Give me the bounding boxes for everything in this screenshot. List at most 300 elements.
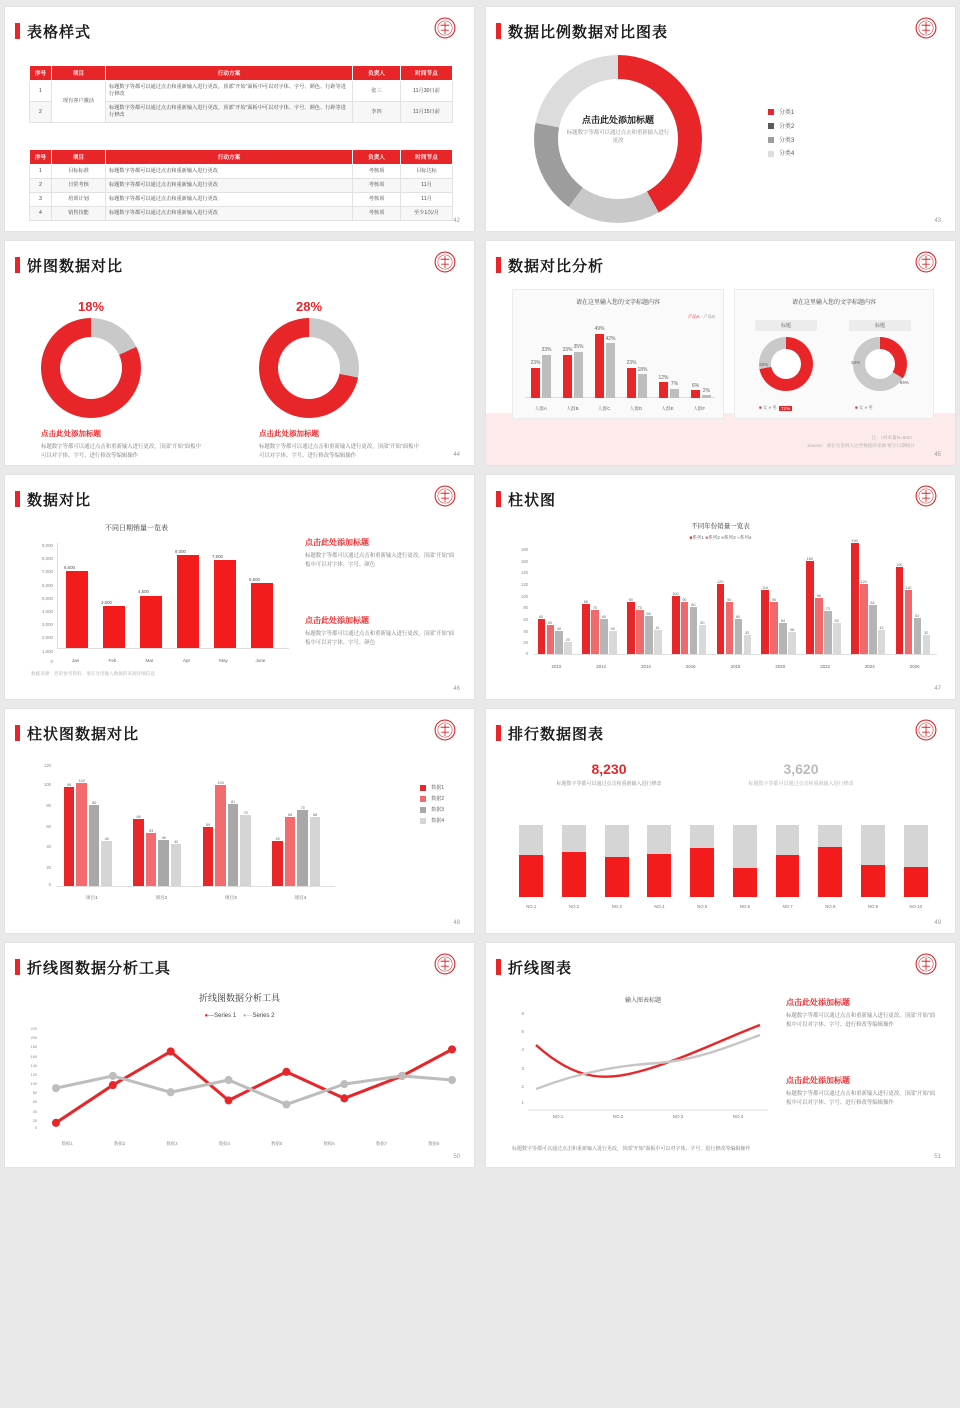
bar	[627, 602, 635, 655]
bar	[538, 619, 546, 654]
company-seal-logo	[434, 17, 456, 39]
bar-value: 75	[637, 606, 642, 611]
page-title: 表格样式	[27, 21, 91, 42]
bar	[76, 783, 86, 886]
x-tick: 2014	[641, 664, 651, 669]
bar-value: 59	[206, 822, 211, 827]
table-row	[30, 193, 453, 207]
bar	[645, 616, 653, 654]
donut-center-title: 点击此处添加标题	[581, 115, 654, 125]
side-text-1: 点击此处添加标题 标题数字等都可以通过点击和重新输入进行更改，顶部“开始”面板中可以对字体、字号、进行修改等编辑操作	[786, 998, 936, 1029]
bar-value: 60	[601, 615, 606, 620]
th-no: 序号	[30, 66, 52, 81]
x-tick: NO.3	[672, 1114, 684, 1119]
cell-time: 11月15日前	[401, 102, 453, 123]
bar-value: 38	[789, 627, 794, 632]
cell-plan: 标题数字等都可以通过点击和重新输入进行更改	[106, 207, 353, 221]
plot-area: 23% 33% 33% 35% 49% 42% 23% 18% 12% 7% 6% 2%	[525, 326, 715, 398]
page-title: 排行数据图表	[508, 723, 604, 744]
bar	[699, 625, 707, 654]
x-tick: NO.9	[867, 904, 879, 909]
bar-group	[579, 549, 624, 654]
bar	[923, 635, 931, 654]
note-line-2: Source：请在这里填入这些数据的来源 统计日期统计	[807, 443, 915, 448]
bar-value: 90	[628, 597, 633, 602]
cell-item: 培训计划	[52, 193, 106, 207]
bar	[547, 625, 555, 654]
donut-value: 28%	[759, 362, 769, 367]
pie-body: 标题数字等都可以通过点击和重新输入进行更改，顶部“开始”面板中可以对字体、字号、进行修改等编辑操作	[41, 444, 201, 460]
cell-time: 11月	[401, 179, 453, 193]
page-title: 柱状图数据对比	[27, 723, 139, 744]
pie-value-label: 18%	[77, 299, 105, 314]
bar-value: 45	[275, 836, 280, 841]
bar-value: 96	[816, 594, 821, 598]
company-seal-logo	[434, 719, 456, 741]
stacked-bar-chart	[510, 825, 937, 909]
chart-title: 输入图表标题	[624, 998, 661, 1004]
legend: ●—Series 1 ●—Series 2	[204, 1013, 275, 1019]
bar	[64, 787, 74, 886]
bar-group	[624, 549, 669, 654]
x-tick: NO.2	[568, 904, 580, 909]
bar	[878, 630, 886, 655]
bar-stack	[510, 825, 553, 897]
bar-done	[776, 855, 800, 897]
table-row	[30, 81, 453, 102]
bar	[582, 604, 590, 654]
th-item: 项目	[52, 66, 106, 81]
donut-value: 66%	[899, 380, 909, 385]
bar	[833, 623, 841, 654]
slide-line-chart	[485, 942, 956, 1168]
cell-owner: 考核项	[353, 165, 401, 179]
bar	[636, 610, 644, 654]
page-number: 46	[453, 686, 460, 692]
cell-owner: 李四	[353, 102, 401, 123]
cell-time: 目标达标	[401, 165, 453, 179]
kpi-desc: 标题数字等都可以通过点击和重新输入进行修改	[748, 781, 854, 787]
bar	[860, 584, 868, 654]
bar-value: 100	[672, 591, 679, 596]
x-axis-labels: Jan Feb Mar Apr May June	[71, 658, 266, 663]
bar	[600, 619, 608, 654]
bar-value: 90	[727, 597, 732, 602]
cell-plan: 标题数字等都可以通过点击和重新输入进行更改	[106, 193, 353, 207]
x-tick: NO.5	[697, 904, 708, 909]
x-tick: 项目1	[85, 895, 98, 900]
donut-label: 标题	[755, 320, 817, 331]
x-tick: NO.3	[611, 904, 622, 909]
legend-label: 分类1	[779, 110, 795, 116]
cell-owner: 考核项	[353, 193, 401, 207]
x-tick: 2018	[730, 664, 741, 669]
bar	[914, 618, 922, 654]
company-seal-logo	[434, 953, 456, 975]
bar	[690, 607, 698, 654]
donut-chart	[534, 55, 702, 223]
bar-group	[892, 549, 937, 654]
x-tick: 数据8	[428, 1141, 440, 1146]
page-number: 50	[453, 1154, 460, 1160]
bar-group	[758, 549, 803, 654]
bar-value: 102	[78, 779, 85, 784]
legend-label: 分类2	[779, 123, 795, 130]
donut-chart	[41, 318, 141, 418]
bar-remaining	[519, 825, 543, 855]
page-number: 49	[934, 920, 941, 926]
table-row	[30, 165, 453, 179]
bar	[779, 623, 787, 655]
kpi-2	[726, 761, 876, 788]
slide-compare-analysis	[485, 240, 956, 466]
slide-line-tool	[4, 942, 475, 1168]
bar	[215, 785, 225, 886]
bar	[761, 590, 769, 654]
bar-chart: 120 100 80 60 40 20 0 98 102 80 45 66 53 46 42 59 100 81 70 45 68 75 68 项目1 项目2 项目3 项目4	[35, 765, 335, 901]
page-number: 47	[934, 686, 941, 692]
bar	[591, 610, 599, 654]
donut-chart	[259, 318, 359, 418]
bar	[251, 583, 273, 648]
bar-stack	[553, 825, 596, 897]
legend-item: 数据2	[420, 794, 444, 805]
bar-value: 41	[655, 626, 660, 631]
cell-owner: 考核项	[353, 179, 401, 193]
legend-item	[768, 107, 794, 121]
th-time: 时间节点	[401, 150, 453, 165]
legend: ■系列1 ■系列2 ■系列3 ■系列4	[689, 535, 752, 540]
bar-value: 84	[870, 601, 875, 605]
th-item: 项目	[52, 150, 106, 165]
bar-value: 98	[67, 783, 72, 788]
action-table-2	[29, 149, 453, 221]
pie-block-2	[259, 299, 419, 461]
bar-stack	[766, 825, 809, 897]
legend-swatch-icon	[768, 123, 774, 129]
side-text-2: 点击此处添加标题 标题数字等都可以通过点击和重新输入进行更改，顶部“开始”面板中可以对字体、字号、进行修改等编辑操作	[786, 1076, 936, 1107]
cell-item: 目标标准	[52, 165, 106, 179]
th-plan: 行动方案	[106, 66, 353, 81]
slide-pie-compare	[4, 240, 475, 466]
cell-plan: 标题数字等都可以通过点击和重新输入进行更改	[106, 179, 353, 193]
chart-title: 折线图数据分析工具	[198, 993, 280, 1003]
page-number: 44	[453, 452, 460, 458]
bar	[240, 815, 250, 886]
th-time: 时间节点	[401, 66, 453, 81]
bar	[654, 630, 662, 654]
bar-value: 190	[851, 539, 858, 544]
bar	[564, 642, 572, 654]
bar-remaining	[861, 825, 885, 865]
legend: ■ 女 ■ 男	[759, 405, 777, 410]
bar	[770, 602, 778, 655]
bar	[609, 631, 617, 654]
bar-value: 40	[610, 626, 615, 631]
bar	[203, 827, 213, 886]
x-axis-labels: 人群A 人群B 人群C 人群D 人群E 人群F	[534, 406, 706, 411]
th-owner: 负责人	[353, 66, 401, 81]
bar	[297, 810, 307, 886]
action-table-1	[29, 65, 453, 123]
bar-remaining	[904, 825, 928, 867]
cell-time: 11月30日前	[401, 81, 453, 102]
pie-value-label: 28%	[295, 299, 323, 314]
bar-group	[534, 549, 579, 654]
company-seal-logo	[915, 17, 937, 39]
slide-ratio-donut	[485, 6, 956, 232]
x-tick: NO.8	[825, 904, 836, 909]
line-chart: 220 200 180 160 140 120 100 80 60 40 20 0 数据1 数据2 数据3 数据4 数据5 数据6 数据7 数据8	[19, 1029, 460, 1149]
donut-value: 72%	[781, 406, 791, 411]
x-tick: NO.4	[732, 1114, 744, 1119]
bar	[177, 555, 199, 648]
th-no: 序号	[30, 150, 52, 165]
bar	[285, 817, 295, 886]
bar-value: 32	[924, 631, 929, 636]
bar-remaining	[605, 825, 629, 857]
bar-value: 150	[896, 562, 903, 567]
company-seal-logo	[915, 719, 937, 741]
footer-text: 标题数字等都可以通过点击和重新输入进行更改，顶部“开始”面板中可以对字体、字号、进行修改等编辑操作	[512, 1145, 751, 1152]
bar-value: 70	[243, 811, 248, 816]
page-number: 48	[453, 920, 460, 926]
pie-caption: 点击此处添加标题	[41, 429, 101, 438]
kpi-desc: 标题数字等都可以通过点击和重新输入进行修改	[556, 781, 662, 787]
side-text-1: 点击此处添加标题 标题数字等都可以通过点击和重新输入进行更改，顶部“开始”面板中可以对字体、字号、颜色	[305, 538, 455, 569]
page-number: 45	[934, 452, 941, 458]
page-title: 折线图数据分析工具	[27, 957, 171, 978]
chart-title: 不同日期销量一览表	[105, 525, 168, 532]
bar-value: 62	[915, 613, 920, 618]
legend-label: 分类4	[779, 151, 795, 158]
bar	[171, 844, 181, 886]
page-title: 数据比例数据对比图表	[508, 21, 668, 42]
x-tick: NO.7	[782, 904, 793, 909]
x-tick: 项目3	[224, 895, 237, 900]
page-title: 柱状图	[508, 489, 556, 510]
bar-remaining	[818, 825, 842, 847]
kpi-value: 8,230	[591, 761, 627, 777]
bar	[101, 841, 111, 886]
bar-stack	[638, 825, 681, 897]
x-tick: 2020	[775, 664, 786, 669]
bar-value: 75	[592, 606, 597, 611]
bar	[905, 590, 913, 654]
x-tick: 2012	[596, 664, 607, 669]
bar-value: 160	[806, 556, 813, 561]
page-number: 43	[934, 218, 941, 224]
bar-chart: 180 160 140 120 100 80 60 40 20 0 60 50 40 20 85 75 60 40 90 75 65 41 100 90 80 50 120 90 60 32 110 90 54 38 160 96 73 53 190 120 84 42 150 110 62 32 2010 2012 2014 2016 2018 2020 2022 2024 2026	[510, 549, 937, 669]
x-tick: 2022	[820, 664, 830, 669]
bar-remaining	[690, 825, 714, 848]
x-tick: 数据1	[61, 1141, 73, 1146]
bar	[89, 805, 99, 886]
company-seal-logo	[915, 251, 937, 273]
bar	[788, 632, 796, 654]
bar	[851, 543, 859, 654]
bar-value: 110	[762, 585, 769, 590]
x-tick: NO.1	[526, 904, 537, 909]
x-tick: 2010	[551, 664, 562, 669]
bar-stack	[894, 825, 937, 897]
x-tick: 项目2	[155, 895, 168, 900]
bar	[158, 840, 168, 886]
legend-item: 数据3	[420, 805, 444, 816]
page-title: 数据对比	[27, 489, 91, 510]
cell-item: 日常考核	[52, 179, 106, 193]
bar-group	[196, 765, 266, 886]
table-row	[30, 207, 453, 221]
kpi-value: 3,620	[783, 761, 819, 777]
slide-ranking	[485, 708, 956, 934]
bar	[815, 598, 823, 654]
x-tick: 数据2	[113, 1141, 126, 1146]
bar-value: 45	[104, 836, 109, 841]
legend-item: 数据1	[420, 783, 444, 794]
bar	[228, 804, 238, 886]
line-plot	[41, 1029, 460, 1131]
bar-done	[647, 854, 671, 897]
legend	[420, 783, 444, 827]
bar	[310, 817, 320, 886]
bar-value: 110	[905, 585, 912, 590]
cell-owner: 张三	[353, 81, 401, 102]
cell-no: 3	[30, 193, 52, 207]
bar-remaining	[647, 825, 671, 854]
bar-stack	[809, 825, 852, 897]
legend: ■ 女 ■ 男	[855, 405, 873, 410]
bar	[66, 571, 88, 648]
page-number: 51	[934, 1154, 941, 1160]
bar-value: 50	[700, 620, 705, 625]
bar-value: 73	[825, 607, 830, 612]
bar-card	[512, 289, 724, 419]
card-title: 请在这里输入您的文字标题内容	[575, 300, 660, 306]
source-note: 数据来源：您的参考资料，请在这里输入数据的来源详细信息	[31, 671, 156, 676]
chart-title: 不同年份销量一览表	[691, 523, 750, 530]
bar	[735, 619, 743, 654]
x-tick: 数据6	[323, 1141, 335, 1146]
page-title: 数据对比分析	[508, 255, 604, 276]
line-chart: 输入图表标题 6 5 4 3 2 1 NO.1 NO.2 NO.3 NO.4	[512, 995, 774, 1135]
bar-value: 81	[231, 800, 236, 805]
bar-remaining	[562, 825, 586, 852]
legend-label: 分类3	[779, 137, 795, 144]
bar-done	[562, 852, 586, 897]
note-line-1: 注：（样本量N=500）	[871, 435, 915, 440]
bar	[672, 596, 680, 654]
bar-remaining	[776, 825, 800, 855]
cell-time: 11月	[401, 193, 453, 207]
bar-group	[57, 765, 127, 886]
bar-value: 20	[565, 638, 571, 643]
bar	[869, 605, 877, 654]
legend-swatch-icon	[768, 151, 774, 157]
bar-group	[266, 765, 336, 886]
bar-value: 42	[174, 839, 179, 844]
bar-value: 68	[288, 813, 293, 818]
bar-group	[668, 549, 713, 654]
x-tick: 项目4	[294, 895, 307, 900]
legend	[768, 107, 794, 162]
cell-no: 2	[30, 179, 52, 193]
bar	[272, 841, 282, 886]
bar	[140, 596, 162, 649]
bar-value: 32	[745, 631, 750, 636]
x-tick: NO.2	[612, 1114, 624, 1119]
cell-group: 现有客户激活	[52, 81, 106, 123]
pie-caption: 点击此处添加标题	[259, 429, 319, 438]
cell-plan: 标题数字等都可以通过点击和重新输入进行更改	[106, 165, 353, 179]
x-tick: 数据5	[271, 1141, 283, 1146]
bar-value: 120	[860, 580, 867, 585]
bar-value: 100	[217, 781, 224, 786]
bar-done	[690, 848, 714, 897]
bar	[681, 602, 689, 655]
cell-no: 1	[30, 81, 52, 102]
bar	[146, 833, 156, 886]
x-tick: 数据7	[375, 1141, 388, 1146]
kpi-1	[534, 761, 684, 788]
bar-value: 120	[717, 580, 724, 585]
cell-no: 4	[30, 207, 52, 221]
bar-group	[803, 549, 848, 654]
bar	[717, 584, 725, 654]
company-seal-logo	[915, 485, 937, 507]
donut-center-sub: 标题数字等都可以通过点击和重新输入进行更改	[566, 130, 670, 145]
bar	[726, 602, 734, 655]
bar-value: 60	[736, 615, 741, 620]
cell-no: 2	[30, 102, 52, 123]
bar-stack	[681, 825, 724, 897]
bar-done	[519, 855, 543, 897]
donut-card	[734, 289, 934, 419]
company-seal-logo	[915, 953, 937, 975]
donut-label: 标题	[849, 320, 911, 331]
x-tick: 2024	[864, 664, 875, 669]
cell-owner: 考核项	[353, 207, 401, 221]
bar-value: 85	[583, 600, 589, 605]
bar-value: 53	[834, 619, 839, 624]
bar	[806, 561, 814, 654]
donut-value: 34%	[851, 360, 861, 365]
bar-value: 42	[879, 625, 884, 630]
bar	[824, 611, 832, 654]
bar	[896, 567, 904, 655]
bar-value: 53	[149, 828, 154, 833]
bar-value: 46	[161, 835, 166, 840]
bar-group	[127, 765, 197, 886]
legend-label: 产品A	[687, 314, 700, 319]
legend-item	[768, 135, 794, 149]
bar-stack	[595, 825, 638, 897]
bar-done	[904, 867, 928, 897]
bar	[744, 635, 752, 654]
table-row	[30, 179, 453, 193]
slide-monthly-bar	[4, 474, 475, 700]
bar-done	[818, 847, 842, 897]
cell-plan: 标题数字等都可以通过点击和重新输入进行更改，顶部“开始”面板中可以对字体、字号、颜色、行距等进行修改	[106, 81, 353, 102]
bar	[133, 819, 143, 886]
legend-swatch-icon	[768, 109, 774, 115]
page-number: 42	[453, 218, 460, 224]
company-seal-logo	[434, 251, 456, 273]
bar-done	[861, 865, 885, 897]
bar-chart: 9,000 8,000 7,000 6,000 5,000 4,000 3,000 2,000 1,000 0 6,600 3,600 4,500 8,000 7,600 5,600 Jan Feb Mar Apr May June	[29, 543, 289, 663]
legend-swatch-icon	[768, 137, 774, 143]
legend-item	[768, 121, 794, 135]
